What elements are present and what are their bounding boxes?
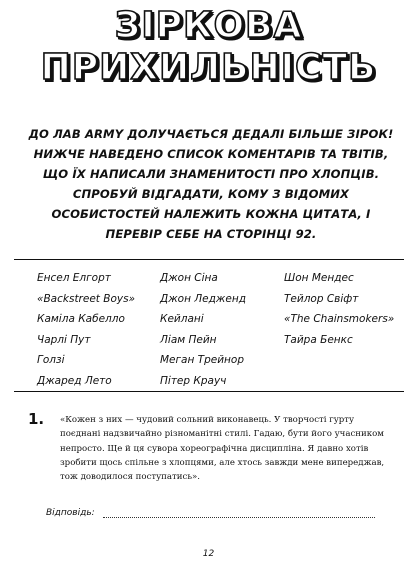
list-item: Шон Мендес [284,272,354,284]
list-item: Ліам Пейн [160,333,217,346]
list-item: Джон Сіна [160,272,218,284]
list-item: «The Chainsmokers» [284,313,395,325]
list-item: Чарлі Пут [37,333,91,346]
intro-paragraph: ДО ЛАВ ARMY ДОЛУЧАЄТЬСЯ ДЕДАЛІ БІЛЬШЕ ЗІРОК! НИЖЧЕ НАВЕДЕНО СПИСОК КОМЕНТАРІВ ТА ТВІТІВ, ЩО ЇХ НАПИСАЛИ ЗНАМЕНИТОСТІ ПРО ХЛОПЦІВ. СПРОБУЙ ВІДГАДАТИ, КОМУ З ВІДОМИХ ОСОБИСТОСТЕЙ НАЛЕЖИТЬ КОЖНА ЦИТАТА, І ПЕРЕВІР СЕБЕ НА СТОРІНЦІ 92. [28,127,394,241]
list-item: Джаред Лето [37,374,112,387]
list-item: Кейлані [160,313,204,325]
list-item: Енсел Елгорт [37,272,111,284]
page-number: 12 [202,549,215,559]
list-item: Пітер Крауч [160,374,227,387]
page-title-line-1: ЗІРКОВА [114,5,303,46]
names-column-1 [37,268,135,391]
list-item: Тайра Бенкс [284,333,353,346]
names-column-3 [284,268,394,350]
question-quote: «Кожен з них — чудовий сольний виконавець. У творчості гурту поєднані надзвичайно різноманітні стилі. Гадаю, бути його учасником непросто. Ще й ця сувора хореографічна дисципліна. Я давно хотів зробити щось спільне з хлопцями, але хтось завжди мене випереджав, тож доводилося поступатись». [60,415,385,483]
list-item: Меган Трейнор [160,354,244,366]
answer-field[interactable] [103,517,375,518]
answer-label: Відповідь: [46,508,95,518]
list-item: Голзі [37,354,65,366]
celebrity-names-list [0,268,417,388]
page-title-line-2: ПРИХИЛЬНІСТЬ [40,47,377,88]
list-item: Джон Ледженд [160,292,246,305]
names-box-top-rule [14,259,404,260]
question-number: 1. [28,410,45,428]
names-column-2 [160,268,246,391]
list-item: Тейлор Свіфт [284,292,359,305]
list-item: «Backstreet Boys» [37,292,136,305]
names-box-bottom-rule [14,391,404,392]
list-item: Каміла Кабелло [37,313,125,325]
